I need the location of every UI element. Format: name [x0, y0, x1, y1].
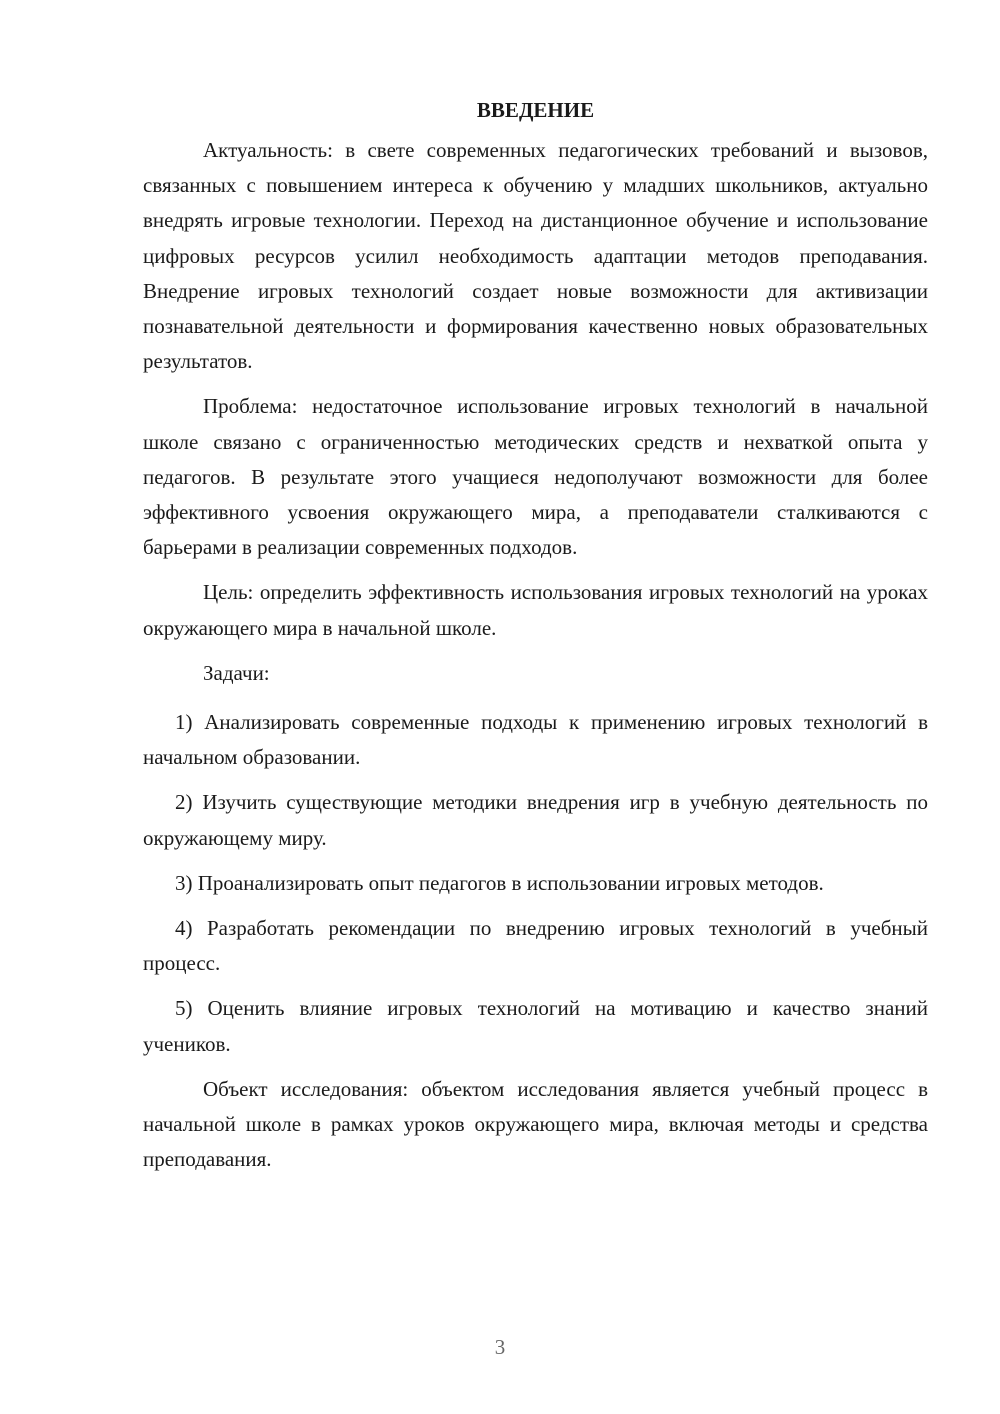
relevance-paragraph: Актуальность: в свете современных педагогических требований и вызовов, связанных с повышением интереса к обучению у младших школьников, актуально внедрять игровые технологии. Переход на дистанционное обучение и использование цифровых ресурсов усилил необходимость адаптации методов преподавания. Внедрение игровых технологий создает новые возможности для активизации познавательной деятельности и формирования качественно новых образовательных результатов.: [143, 138, 928, 374]
section-title: ВВЕДЕНИЕ: [476, 98, 595, 122]
task-item: 5) Оценить влияние игровых технологий на мотивацию и качество знаний учеников.: [143, 996, 928, 1056]
goal-paragraph: Цель: определить эффективность использования игровых технологий на уроках окружающего мира в начальной школе.: [143, 580, 928, 640]
task-item: 1) Анализировать современные подходы к применению игровых технологий в начальном образовании.: [143, 710, 928, 770]
task-item: 3) Проанализировать опыт педагогов в использовании игровых методов.: [175, 870, 824, 895]
task-item: 2) Изучить существующие методики внедрения игр в учебную деятельность по окружающему миру.: [143, 790, 928, 850]
tasks-heading: Задачи:: [203, 660, 270, 685]
page-number: 3: [494, 1335, 506, 1359]
task-item: 4) Разработать рекомендации по внедрению игровых технологий в учебный процесс.: [143, 916, 928, 976]
document-page: [143, 95, 928, 1187]
problem-paragraph: Проблема: недостаточное использование игровых технологий в начальной школе связано с ограниченностью методических средств и нехваткой опыта у педагогов. В результате этого учащиеся недополучают возможности для более эффективного усвоения окружающего мира, а преподаватели сталкиваются с барьерами в реализации современных подходов.: [143, 394, 928, 560]
object-paragraph: Объект исследования: объектом исследования является учебный процесс в начальной школе в рамках уроков окружающего мира, включая методы и средства преподавания.: [143, 1076, 928, 1172]
